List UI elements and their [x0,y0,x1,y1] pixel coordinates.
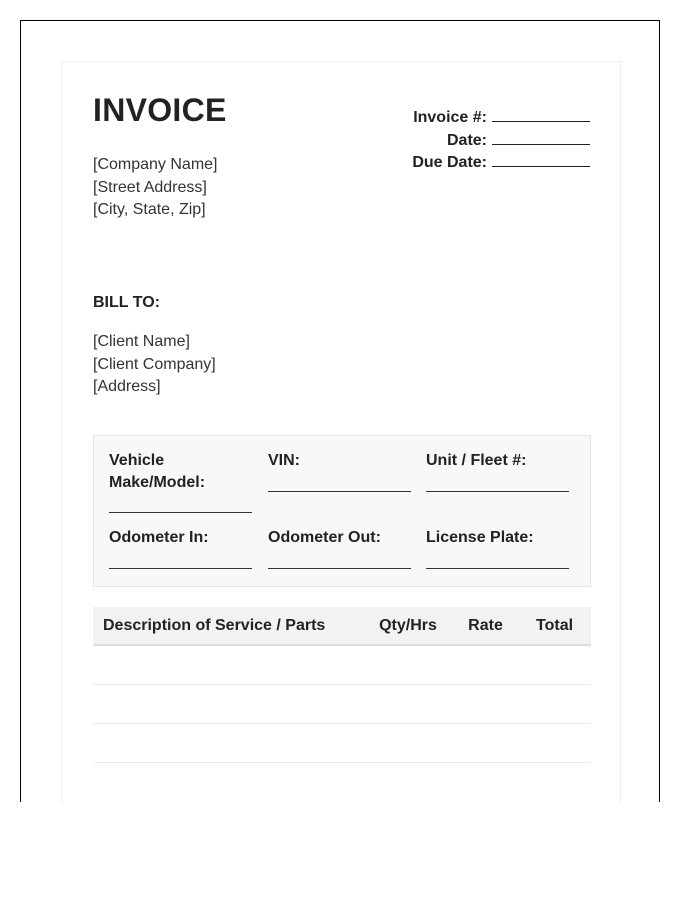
unit-fleet-label: Unit / Fleet #: [426,452,527,469]
cell-qty[interactable] [373,645,443,685]
cell-description[interactable] [93,645,373,685]
header-description: Description of Service / Parts [93,607,373,645]
cell-qty[interactable] [373,685,443,724]
company-city: [City, State, Zip] [93,201,206,218]
cell-total[interactable] [528,724,591,763]
company-name: [Company Name] [93,156,218,173]
odometer-out-label: Odometer Out: [268,529,381,546]
vehicle-make-model-label [109,450,252,494]
cell-rate[interactable] [443,645,528,685]
invoice-date-label: Date: [446,131,487,149]
invoice-document [61,61,621,803]
cell-rate[interactable] [443,685,528,724]
table-row [93,685,591,724]
vehicle-make-model-field[interactable] [109,512,252,513]
cell-qty[interactable] [373,724,443,763]
invoice-date-row [412,130,590,153]
invoice-meta [412,107,590,175]
client-info [93,331,216,399]
company-street: [Street Address] [93,178,207,196]
invoice-title: INVOICE [93,92,227,128]
table-row [93,724,591,763]
due-date-row [412,152,590,175]
client-address: [Address] [93,378,161,395]
license-plate-field[interactable] [426,568,569,569]
invoice-number-row [412,107,590,130]
odometer-out-field[interactable] [268,568,411,569]
due-date-label: Due Date: [412,154,487,171]
invoice-number-field[interactable] [492,107,590,122]
vehicle-info-box [93,435,591,587]
invoice-date-field[interactable] [492,130,590,145]
table-row [93,645,591,685]
cell-total[interactable] [528,645,591,685]
unit-fleet-field[interactable] [426,491,569,492]
page-frame [20,20,660,802]
cell-description[interactable] [93,724,373,763]
odometer-in-label: Odometer In: [109,529,209,546]
invoice-number-label: Invoice #: [413,109,487,126]
header-total: Total [528,607,591,645]
header-qty-hrs: Qty/Hrs [373,607,443,645]
cell-rate[interactable] [443,724,528,763]
vin-label: VIN: [268,452,300,469]
table-header-row [93,607,591,645]
service-items-table [93,607,591,763]
license-plate-label: License Plate: [426,529,534,546]
due-date-field[interactable] [492,152,590,167]
header-rate: Rate [443,607,528,645]
bill-to-heading: BILL TO: [93,294,160,311]
vin-field[interactable] [268,491,411,492]
cell-description[interactable] [93,685,373,724]
client-name: [Client Name] [93,333,190,350]
vehicle-label-line2: Make/Model: [109,474,206,491]
vehicle-label-line1: Vehicle [109,452,165,469]
odometer-in-field[interactable] [109,568,252,569]
company-info [93,154,218,222]
cell-total[interactable] [528,685,591,724]
client-company: [Client Company] [93,355,216,373]
